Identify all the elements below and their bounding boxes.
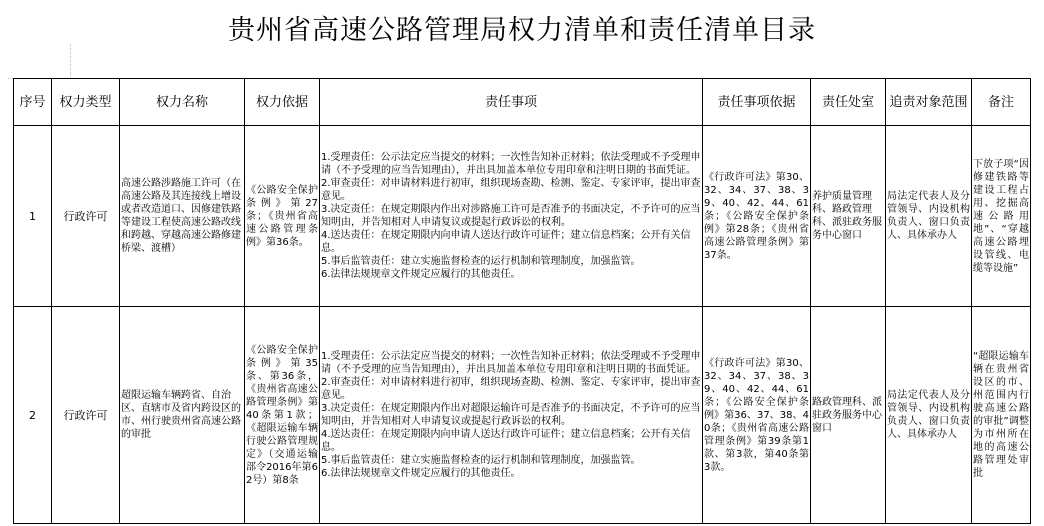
duty-line: 5.事后监管责任：建立实施监督检查的运行机制和管理制度，加强监管。 [321,256,641,267]
header-accountable: 追责对象范围 [886,79,972,126]
duty-line: 4.送达责任：在规定期限内向申请人送达行政许可证件；建立信息档案；公开有关信息。 [321,429,691,453]
cell-name: 高速公路涉路施工许可（在高速公路及其连接线上增设或者改造道口、因修建铁路等建设工程使高速公路改线和跨越、穿越高速公路修建桥梁、渡槽） [120,126,245,307]
duty-line: 6.法律法规规章文件规定应履行的其他责任。 [321,468,521,479]
cell-basis: 《公路安全保护条例》第35条、第36条，《贵州省高速公路管理条例》第40条第1款；《超限运输车辆行驶公路管理规定》（交通运输部令2016年第62号）第8条 [245,307,320,524]
duty-line: 3.决定责任：在规定期限内作出对超限运输许可是否准予的书面决定，不予许可的应当知明由，并告知相对人申请复议或提起行政诉讼的权利。 [321,403,701,427]
table-row [14,307,1031,524]
duty-line: 4.送达责任：在规定期限内向申请人送达行政许可证件；建立信息档案；公开有关信息。 [321,230,691,254]
header-office: 责任处室 [811,79,886,126]
cell-duty-basis: 《行政许可法》第30、32、34、37、38、39、40、42、44、61条；《公路安全保护条例》第28条；《贵州省高速公路管理条例》第37条。 [703,126,811,307]
cell-name: 超限运输车辆跨省、自治区、直辖市及省内跨设区的市、州行驶贵州省高速公路的审批 [120,307,245,524]
header-remark: 备注 [972,79,1031,126]
cell-office: 路政管理科、派驻政务服务中心窗口 [811,307,886,524]
table-header-row [14,79,1031,126]
page-corner-mark [8,44,71,79]
duty-line: 1.受理责任：公示法定应当提交的材料；一次性告知补正材料；依法受理或不予受理申请（不予受理的应当告知理由），并出具加盖本单位专用印章和注明日期的书面凭证。 [321,152,701,176]
duty-line: 5.事后监管责任：建立实施监督检查的运行机制和管理制度，加强监管。 [321,455,641,466]
cell-remark: 下放子项“因修建铁路等建设工程占用、挖掘高速公路用地”、“穿越高速公路埋设管线、电缆等设施” [972,126,1031,307]
duty-line: 6.法律法规规章文件规定应履行的其他责任。 [321,269,521,280]
header-name: 权力名称 [120,79,245,126]
table-row [14,126,1031,307]
cell-basis: 《公路安全保护条例》第27条；《贵州省高速公路管理条例》第36条。 [245,126,320,307]
cell-no: 1 [14,126,52,307]
header-type: 权力类型 [52,79,120,126]
cell-type: 行政许可 [52,126,120,307]
header-basis: 权力依据 [245,79,320,126]
duty-line: 2.审查责任：对申请材料进行初审，组织现场查勘、检测、鉴定、专家评审，提出审查意见。 [321,178,701,202]
power-responsibility-table [13,78,1031,524]
cell-no: 2 [14,307,52,524]
duty-line: 1.受理责任：公示法定应当提交的材料；一次性告知补正材料；依法受理或不予受理申请（不予受理的应当告知理由），并出具加盖本单位专用印章和注明日期的书面凭证。 [321,351,701,375]
cell-type: 行政许可 [52,307,120,524]
cell-accountable: 局法定代表人及分管领导、内设机构负责人、窗口负责人、具体承办人 [886,126,972,307]
cell-office: 养护质量管理科、路政管理科、派驻政务服务中心窗口 [811,126,886,307]
cell-duties [320,307,703,524]
cell-remark: “超限运输车辆在贵州省设区的市、州范围内行驶高速公路的审批”调整为市州所在地的高速公路管理处审批 [972,307,1031,524]
cell-duty-basis: 《行政许可法》第30、32、34、37、38、39、40、42、44、61条；《公路安全保护条例》第36、37、38、40条；《贵州省高速公路管理条例》第39条第1款、第3款，第40条第3款。 [703,307,811,524]
cell-accountable: 局法定代表人及分管领导、内设机构负责人、窗口负责人、具体承办人 [886,307,972,524]
duty-line: 2.审查责任：对申请材料进行初审，组织现场查勘、检测、鉴定、专家评审，提出审查意见。 [321,377,701,401]
header-duties: 责任事项 [320,79,703,126]
header-no: 序号 [14,79,52,126]
cell-duties [320,126,703,307]
page-title: 贵州省高速公路管理局权力清单和责任清单目录 [228,15,816,46]
header-duty-basis: 责任事项依据 [703,79,811,126]
duty-line: 3.决定责任：在规定期限内作出对涉路施工许可是否准予的书面决定，不予许可的应当知明由，并告知相对人申请复议或提起行政诉讼的权利。 [321,204,701,228]
